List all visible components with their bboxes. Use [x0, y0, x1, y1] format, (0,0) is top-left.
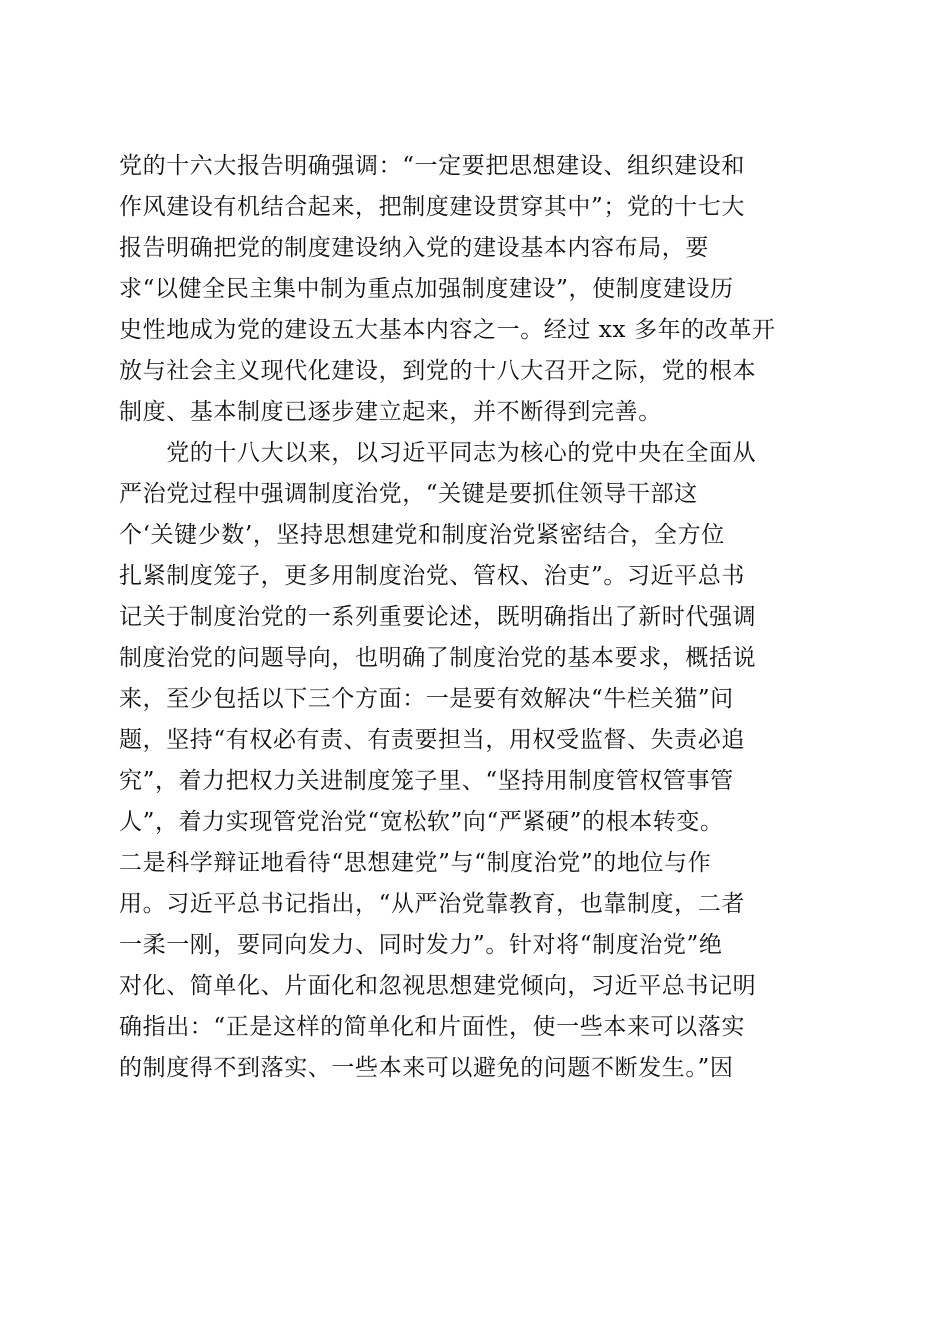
text-line: 制度治党的问题导向，也明确了制度治党的基本要求，概括说 [119, 645, 757, 671]
text-line: 放与社会主义现代化建设，到党的十八大召开之际，党的根本 [119, 358, 757, 384]
text-line: 对化、简单化、片面化和忽视思想建党倾向，习近平总书记明 [119, 973, 757, 999]
text-line: 报告明确把党的制度建设纳入党的建设基本内容布局，要 [119, 235, 709, 261]
text-line: 题，坚持“有权必有责、有责要担当，用权受监督、失责必追 [119, 727, 745, 753]
body-text [119, 146, 831, 1089]
text-line: 扎紧制度笼子，更多用制度治党、管权、治吏”。习近平总书 [119, 563, 745, 589]
text-line: 用。习近平总书记指出，“从严治党靠教育，也靠制度，二者 [119, 891, 745, 917]
text-line: 作风建设有机结合起来，把制度建设贯穿其中”；党的十七大 [119, 194, 745, 220]
text-line: 人”，着力实现管党治党“宽松软”向“严紧硬”的根本转变。 [119, 809, 724, 835]
text-line: 史性地成为党的建设五大基本内容之一。经过 xx 多年的改革开 [119, 317, 776, 343]
text-line: 严治党过程中强调制度治党，“关键是要抓住领导干部这 [119, 481, 698, 507]
text-line: 的制度得不到落实、一些本来可以避免的问题不断发生。”因 [119, 1055, 734, 1081]
text-line: 党的十六大报告明确强调：“一定要把思想建设、组织建设和 [119, 153, 745, 179]
text-line: 确指出：“正是这样的简单化和片面性，使一些本来可以落实 [119, 1014, 745, 1040]
text-line: 求“以健全民主集中制为重点加强制度建设”，使制度建设历 [119, 276, 734, 302]
text-line: 一柔一刚，要同向发力、同时发力”。针对将“制度治党”绝 [119, 932, 723, 958]
text-line: 来，至少包括以下三个方面：一是要有效解决“牛栏关猫”问 [119, 686, 734, 712]
text-line: 二是科学辩证地看待“思想建党”与“制度治党”的地位与作 [119, 850, 712, 876]
text-line: 究”，着力把权力关进制度笼子里、“坚持用制度管权管事管 [119, 768, 734, 794]
text-line: 记关于制度治党的一系列重要论述，既明确指出了新时代强调 [119, 604, 757, 630]
text-line: 党的十八大以来，以习近平同志为核心的党中央在全面从 [119, 440, 757, 466]
text-line: 个‘关键少数’，坚持思想建党和制度治党紧密结合，全方位 [119, 522, 725, 548]
text-line: 制度、基本制度已逐步建立起来，并不断得到完善。 [119, 399, 662, 425]
